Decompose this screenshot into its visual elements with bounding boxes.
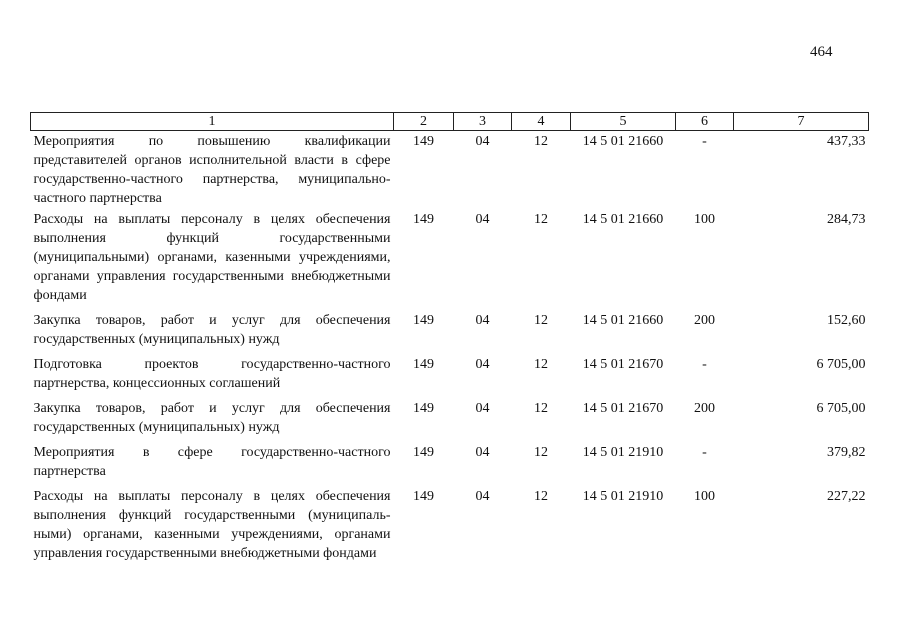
column-header: 4 [512,113,571,131]
cell-subsection: 12 [534,489,548,504]
cell-amount: 284,73 [827,212,866,227]
cell-section: 04 [475,401,490,416]
cell-target-article: 14 5 01 21660 [582,313,664,328]
cell-subsection: 12 [534,313,548,328]
column-header: 5 [571,113,676,131]
cell-subsection: 12 [534,212,548,227]
row-name: Мероприятия в сфере государственно-частного партнерства [33,445,391,479]
table-row [31,441,869,485]
cell-section: 04 [475,134,490,149]
cell-section: 04 [475,445,490,460]
cell-amount: 6 705,00 [816,357,866,372]
cell-target-article: 14 5 01 21670 [582,357,664,372]
cell-subsection: 12 [534,134,548,149]
table-row [31,131,869,209]
cell-ministry: 149 [413,313,434,328]
page-number: 464 [810,44,833,60]
column-header: 1 [31,113,394,131]
cell-ministry: 149 [413,489,434,504]
column-header: 6 [676,113,734,131]
column-header: 7 [734,113,869,131]
cell-section: 04 [475,212,490,227]
row-name: Закупка товаров, работ и услуг для обеспечения государственных (муниципальных) нужд [33,401,391,435]
cell-target-article: 14 5 01 21660 [582,212,664,227]
cell-section: 04 [475,489,490,504]
row-name: Подготовка проектов государственно-частного партнерства, концессионных соглашений [33,357,391,391]
cell-expense-type: 100 [694,212,715,227]
cell-target-article: 14 5 01 21910 [582,445,664,460]
cell-ministry: 149 [413,134,434,149]
budget-table [30,112,869,567]
table-row [31,485,869,567]
cell-expense-type: - [702,445,707,460]
cell-subsection: 12 [534,445,548,460]
row-name: Расходы на выплаты персоналу в целях обеспечения выполнения функций государственными (муниципаль-ными) органами, казенными учреждениями, органами управления государственными внебюджетными фондами [33,489,391,561]
cell-section: 04 [475,313,490,328]
cell-subsection: 12 [534,357,548,372]
cell-section: 04 [475,357,490,372]
row-name: Мероприятия по повышению квалификации представителей органов исполнительной власти в сфере государственно-частного партнерства, муниципально-частного партнерства [33,134,391,206]
table-row [31,208,869,309]
cell-amount: 437,33 [827,134,866,149]
cell-amount: 227,22 [827,489,866,504]
cell-ministry: 149 [413,357,434,372]
cell-expense-type: 200 [694,313,715,328]
cell-target-article: 14 5 01 21670 [582,401,664,416]
row-name: Закупка товаров, работ и услуг для обеспечения государственных (муниципальных) нужд [33,313,391,347]
cell-ministry: 149 [413,212,434,227]
cell-expense-type: 200 [694,401,715,416]
cell-amount: 379,82 [827,445,866,460]
cell-amount: 6 705,00 [816,401,866,416]
cell-subsection: 12 [534,401,548,416]
column-header: 3 [454,113,512,131]
cell-amount: 152,60 [827,313,866,328]
cell-expense-type: 100 [694,489,715,504]
column-header: 2 [394,113,454,131]
cell-expense-type: - [702,134,707,149]
cell-target-article: 14 5 01 21660 [582,134,664,149]
cell-ministry: 149 [413,401,434,416]
header-row [31,113,869,131]
cell-expense-type: - [702,357,707,372]
table-row [31,397,869,441]
table-row [31,353,869,397]
cell-target-article: 14 5 01 21910 [582,489,664,504]
row-name: Расходы на выплаты персоналу в целях обеспечения выполнения функций государственными (муниципальными) органами, казенными учреждениями, органами управления государственными внебюджетными фондами [33,212,391,303]
table-row [31,309,869,353]
cell-ministry: 149 [413,445,434,460]
